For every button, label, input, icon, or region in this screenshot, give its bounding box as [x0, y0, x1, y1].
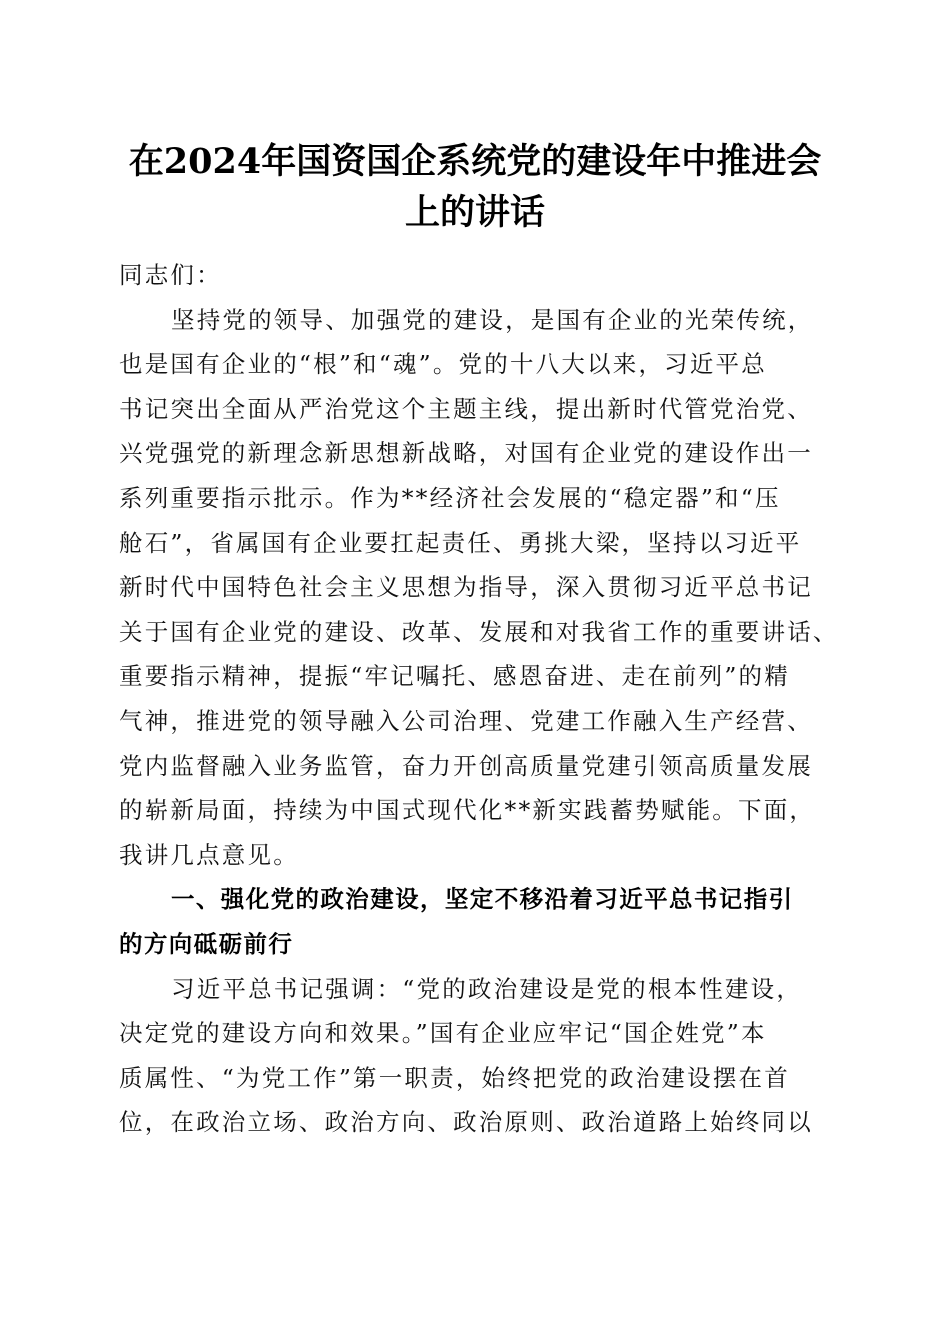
paragraph-line: 重要指示精神，提振“牢记嘱托、感恩奋进、走在前列”的精 — [119, 662, 790, 691]
paragraph-line: 坚持党的领导、加强党的建设，是国有企业的光荣传统， — [171, 305, 814, 334]
title-line-1: 在2024年国资国企系统党的建设年中推进会 — [128, 141, 822, 182]
paragraph-line: 舱石”，省属国有企业要扛起责任、勇挑大梁，坚持以习近平 — [119, 528, 802, 557]
paragraph-line: 位，在政治立场、政治方向、政治原则、政治道路上始终同以 — [119, 1108, 813, 1137]
document-title — [100, 136, 850, 238]
paragraph-line: 系列重要指示批示。作为**经济社会发展的“稳定器”和“压 — [119, 483, 781, 512]
paragraph-1 — [119, 298, 839, 878]
paragraph-2 — [119, 967, 829, 1145]
paragraph-line: 兴党强党的新理念新思想新战略，对国有企业党的建设作出一 — [119, 439, 813, 468]
paragraph-line: 关于国有企业党的建设、改革、发展和对我省工作的重要讲话、 — [119, 617, 839, 646]
paragraph-line: 党内监督融入业务监管，奋力开创高质量党建引领高质量发展 — [119, 751, 813, 780]
paragraph-line: 新时代中国特色社会主义思想为指导，深入贯彻习近平总书记 — [119, 573, 813, 602]
paragraph-line: 我讲几点意见。 — [119, 840, 299, 869]
paragraph-line: 习近平总书记强调：“党的政治建设是党的根本性建设， — [171, 974, 803, 1003]
heading-line: 一、强化党的政治建设，坚定不移沿着习近平总书记指引 — [171, 885, 794, 914]
paragraph-line: 气神，推进党的领导融入公司治理、党建工作融入生产经营、 — [119, 706, 813, 735]
salutation: 同志们： — [119, 261, 222, 289]
paragraph-line: 的崭新局面，持续为中国式现代化**新实践蓄势赋能。下面， — [119, 796, 816, 825]
section-heading-1 — [119, 877, 829, 966]
heading-line: 的方向砥砺前行 — [119, 929, 294, 958]
document-body — [119, 253, 839, 1145]
title-line-2: 上的讲话 — [404, 192, 545, 233]
paragraph-line: 也是国有企业的“根”和“魂”。党的十八大以来，习近平总 — [119, 350, 767, 379]
paragraph-line: 书记突出全面从严治党这个主题主线，提出新时代管党治党、 — [119, 394, 813, 423]
paragraph-line: 决定党的建设方向和效果。”国有企业应牢记“国企姓党”本 — [119, 1019, 767, 1048]
paragraph-line: 质属性、“为党工作”第一职责，始终把党的政治建设摆在首 — [119, 1063, 790, 1092]
